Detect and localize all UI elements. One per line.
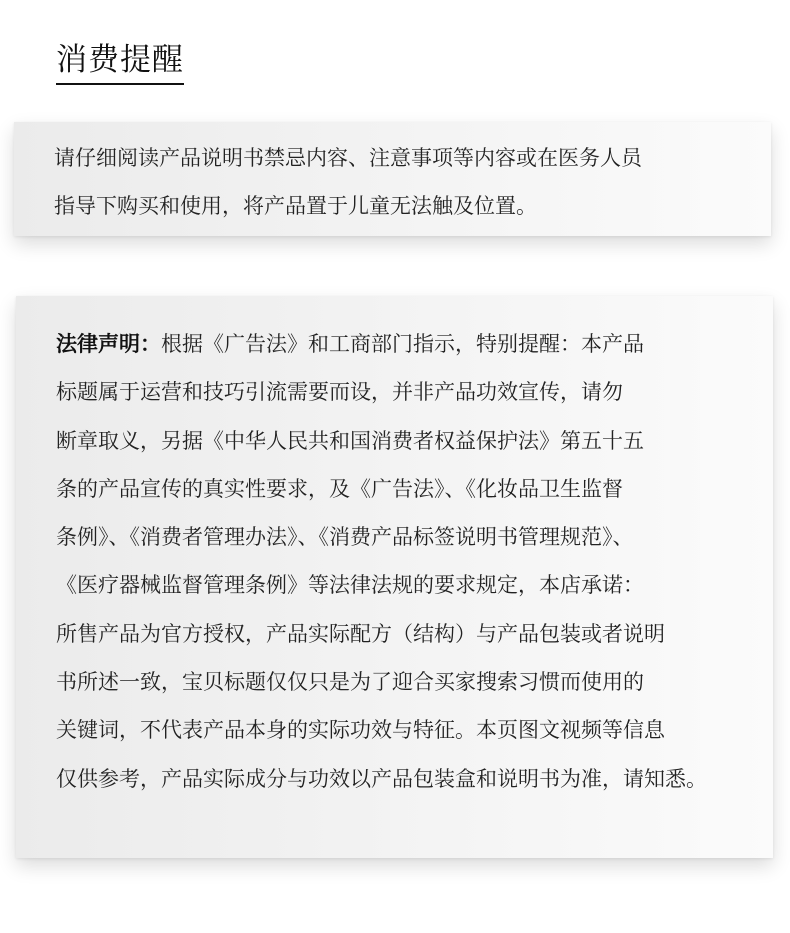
legal-first-line-text: 根据《广告法》和工商部门指示，特别提醒：本产品 — [161, 332, 644, 356]
legal-line: 条例》、《消费者管理办法》、《消费产品标签说明书管理规范》、 — [56, 525, 634, 550]
legal-statement-text — [56, 320, 707, 803]
page-title: 消费提醒 — [56, 38, 184, 85]
legal-line: 断章取义，另据《中华人民共和国消费者权益保护法》第五十五 — [56, 428, 644, 453]
legal-line: 仅供参考，产品实际成分与功效以产品包装盒和说明书为准，请知悉。 — [56, 766, 707, 791]
legal-first-line — [56, 320, 707, 368]
legal-line: 条的产品宣传的真实性要求，及《广告法》、《化妆品卫生监督 — [56, 476, 623, 501]
notice-text — [54, 134, 642, 230]
legal-line: 标题属于运营和技巧引流需要而设，并非产品功效宣传，请勿 — [56, 380, 623, 405]
notice-line: 指导下购买和使用，将产品置于儿童无法触及位置。 — [54, 194, 537, 218]
legal-line: 《医疗器械监督管理条例》等法律法规的要求规定，本店承诺： — [56, 573, 644, 598]
legal-statement-card — [16, 296, 773, 858]
legal-line: 关键词，不代表产品本身的实际功效与特征。本页图文视频等信息 — [56, 718, 665, 743]
legal-line: 所售产品为官方授权，产品实际配方（结构）与产品包装或者说明 — [56, 621, 665, 646]
legal-statement-label: 法律声明： — [56, 332, 161, 356]
notice-line: 请仔细阅读产品说明书禁忌内容、注意事项等内容或在医务人员 — [54, 146, 642, 170]
legal-line: 书所述一致，宝贝标题仅仅只是为了迎合买家搜索习惯而使用的 — [56, 670, 644, 695]
notice-card — [14, 122, 771, 236]
